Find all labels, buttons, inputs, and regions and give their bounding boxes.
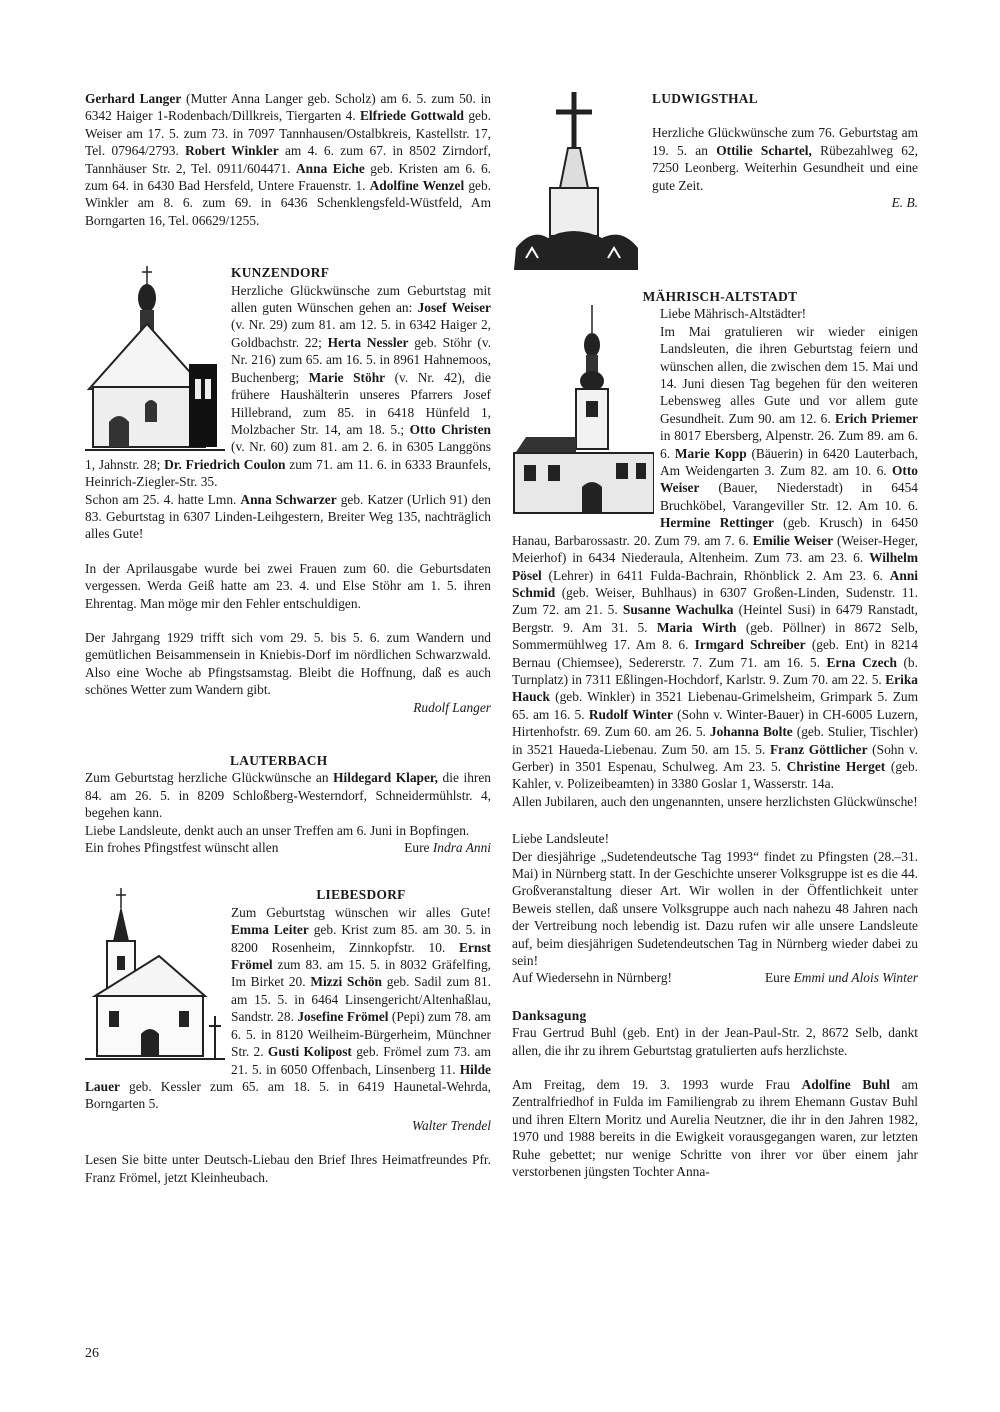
name: Adolfine Buhl — [801, 1077, 890, 1093]
name: Wilhelm Pösel — [512, 550, 918, 583]
sudetentag-farewell-row: Auf Wiedersehn in Nürnberg! Eure Emmi und Alois Winter — [512, 970, 918, 986]
name: Maria Wirth — [656, 619, 737, 635]
ludwigsthal-section — [652, 90, 918, 211]
name: Otto Christen — [409, 421, 491, 437]
lauterbach-treffen: Liebe Landsleute, denkt auch an unser Treffen am 6. Juni in Bopfingen. — [85, 822, 470, 838]
ludwigsthal-heading: LUDWIGSTHAL — [652, 91, 758, 106]
sudetentag-signature: Emmi und Alois Winter — [793, 970, 918, 986]
altstadt-birthdays: Im Mai gratulieren wir wieder einigen Landsleuten, die ihren Geburtstag feiern und wünschen allen, die zwischen dem 15. Mai und 14. Juni diesen Tag begehen für den weiteren Lebensweg alles Gute und vor allem gute Gesundheit. Zum 90. am 12. 6. Erich Priemer in 8017 Ebersberg, Alpenstr. 26. Zum 89. am 6. 6. Marie Kopp (Bäuerin) in 6420 Lauterbach, Am Weidengarten 3. Zum 82. am 10. 6. Otto Weiser (Bauer, Niederstadt) in 6454 Bruchköbel, Varangeviller Str. 12. Am 10. 6. Hermine Rettinger (geb. Krusch) in 6450 Hanau, Barbarossastr. 20. Zum 79. am 7. 6. Emilie Weiser (Weiser-Heger, Meierhof) in 6434 Niederaula, Altenheim. Zum 73. am 23. 6. Wilhelm Pösel (Lehrer) in 6411 Fulda-Bachrain, Rhönblick 2. Am 23. 6. Anni Schmid (geb. Weiser, Buhlhaus) in 6307 Großen-Linden, Sudenstr. 11. Zum 72. am 21. 5. Susanne Wachulka (Heintel Susi) in 6479 Ranstadt, Bergstr. 9. Am 31. 5. Maria Wirth (geb. Pöllner) in 8672 Selb, Sommermühlweg 17. Am 8. 6. Irmgard Schreiber (geb. Ent) in 8214 Bernau (Chiemsee), Sedererstr. 7. Zum 71. am 16. 5. Erna Czech (b. Turnplatz) in 7311 Eßlingen-Hochdorf, Karlstr. 9. Zum 70. am 22. 5. Erika Hauck (geb. Winkler) in 3521 Liebenau-Grimelsheim, Grimpark 5. Zum 65. am 16. 5. Rudolf Winter (Sohn v. Winter-Bauer) in CH-6005 Luzern, Hirtenhofstr. 69. Zum 60. am 26. 5. Johanna Bolte (geb. Stulier, Tischler) in 3521 Haueda-Liebenau. Zum 50. am 15. 5. Franz Göttlicher (Sohn v. Gerber) in 3501 Espenau, Schulweg. Am 23. 5. Christine Herget (geb. Kahler, v. Polizeibeamten) in 3380 Goslar 1, Wasserstr. 14a. — [512, 323, 919, 792]
kunzendorf-heading: KUNZENDORF — [231, 265, 330, 281]
name: Franz Göttlicher — [769, 741, 868, 757]
left-column — [85, 90, 491, 1186]
name: Emma Leiter — [231, 922, 309, 938]
name: Anna Schwarzer — [240, 491, 337, 507]
danksagung-obituary: Am Freitag, dem 19. 3. 1993 wurde Frau Adolfine Buhl am Zentralfriedhof in Fulda im Familiengrab zu ihrem Ehemann Gustav Buhl und ihren Eltern Moritz und Aurelia Neutzner, die ihr in den Jahren 1982, 1970 und 1988 bereits in die Ewigkeit vorausgegangen waren, zur letzten Ruhe gebettet; nur wenige Schritte von ihrer vor über einem jahr verstorbenen jüngsten Tochter Anna- — [512, 1077, 918, 1180]
name: Erna Czech — [826, 654, 897, 670]
name: Robert Winkler — [185, 143, 279, 159]
altstadt-section — [512, 288, 918, 810]
name: Hilde Lauer — [85, 1061, 491, 1094]
kunzendorf-jahrgang: Der Jahrgang 1929 trifft sich vom 29. 5. bis 5. 6. zum Wandern und gemütlichen Beisammensein in Kniebis-Dorf im nördlichen Schwarzwald. Also eine Woche ab Pfingstsamstag. Bleibt die Hoffnung, daß es auch schönes Wetter zum Wandern gibt. — [85, 629, 491, 698]
name: Hermine Rettinger — [660, 515, 774, 531]
name: Rudolf Winter — [588, 706, 673, 722]
page-number: 26 — [85, 1346, 99, 1361]
name: Erika Hauck — [512, 671, 918, 705]
liebesdorf-church-illustration — [85, 886, 225, 1062]
ludwigsthal-birthday: Herzliche Glückwünsche zum 76. Geburtstag am 19. 5. an Ottilie Schartel, Rübezahlweg 62, 7250 Leonberg. Weiterhin Gesundheit und eine gute Zeit. — [652, 125, 919, 193]
name: Gusti Kolipost — [267, 1044, 352, 1060]
name: Hildegard Klaper, — [333, 770, 438, 786]
sudetentag-body: Der diesjährige „Sudetendeutsche Tag 1993“ findet zu Pfingsten (28.–31. Mai) in Nürnberg statt. In der Geschichte unserer Volksgruppe ist es die 44. Großveranstaltung dieser Art. Wir wollen in der Öffentlichkeit unter Beweis stellen, daß unsere Volksgruppe auch nach nahezu 48 Jahren nach der Vertreibung noch lebendig ist. Dazu rufen wir alle unsere Landsleute auf, beim diesjährigen Sudetendeutschen Tag in Nürnberg wieder dabei zu sein! — [512, 848, 918, 969]
ludwigsthal-wayside-cross-illustration — [512, 88, 640, 270]
liebesdorf-heading: LIEBESDORF — [316, 887, 406, 903]
danksagung-thanks: Frau Gertrud Buhl (geb. Ent) in der Jean-Paul-Str. 2, 8672 Selb, dankt allen, die ihr zu ihrem Geburtstag gratulierten aufs herzlichste. — [512, 1025, 918, 1058]
name: Dr. Friedrich Coulon — [164, 456, 286, 472]
name: Marie Stöhr — [308, 369, 386, 385]
name: Gerhard Langer — [85, 91, 182, 106]
altstadt-greeting: Liebe Mährisch-Altstädter! — [660, 306, 807, 322]
name: Adolfine Wenzel — [369, 178, 465, 194]
kunzendorf-signature: Rudolf Langer — [413, 699, 491, 715]
lauterbach-section — [85, 752, 491, 856]
danksagung-heading: Danksagung — [512, 1007, 587, 1023]
name: Mizzi Schön — [310, 974, 383, 990]
lauterbach-heading: LAUTERBACH — [230, 753, 328, 768]
liebesdorf-note: Lesen Sie bitte unter Deutsch-Liebau den Brief Ihres Heimatfreundes Pfr. Franz Frömel, jetzt Kleinheubach. — [85, 1152, 491, 1185]
kunzendorf-section — [85, 264, 491, 716]
sudetentag-greeting: Liebe Landsleute! — [512, 831, 610, 847]
name: Herta Nessler — [327, 334, 409, 350]
name: Otto Weiser — [660, 463, 918, 496]
name: Susanne Wachulka — [622, 602, 734, 618]
name: Marie Kopp — [674, 445, 747, 461]
lauterbach-greeting-row: Ein frohes Pfingstfest wünscht allen Eure Indra Anni — [85, 840, 491, 856]
right-column — [512, 288, 918, 1181]
langer-birthdays: Gerhard Langer (Mutter Anna Langer geb. Scholz) am 6. 5. zum 50. in 6342 Haiger 1-Rodenbach/Dillkreis, Tiergarten 4. Elfriede Gottwald geb. Weiser am 17. 5. zum 73. in 7097 Tannhausen/Ostalbkreis, Kastellstr. 17, Tel. 07964/2793. Robert Winkler am 4. 6. zum 67. in 8502 Zirndorf, Tannhäuser Str. 2, Tel. 0911/604471. Anna Eiche geb. Kristen am 6. 6. zum 64. in 6430 Bad Hersfeld, Untere Frauenstr. 1. Adolfine Wenzel geb. Winkler am 8. 6. zum 69. in 6436 Schenklengsfeld-Wüstfeld, Am Borngarten 16, Tel. 06629/1255. — [85, 91, 492, 228]
sudetentag-section — [512, 830, 918, 987]
kunzendorf-correction: In der Aprilausgabe wurde bei zwei Frauen zum 60. die Geburtsdaten vergessen. Werda Geiß hatte am 23. 4. und Else Stöhr am 1. 5. ihren Ehrentag. Man möge mir den Fehler entschuldigen. — [85, 560, 491, 611]
kunzendorf-church-illustration — [85, 264, 225, 454]
name: Emilie Weiser — [752, 532, 834, 548]
name: Ernst Frömel — [231, 939, 491, 973]
name: Ottilie Schartel, — [716, 142, 812, 158]
lauterbach-signature: Indra Anni — [432, 840, 491, 856]
name: Elfriede Gottwald — [360, 108, 464, 124]
liebesdorf-section — [85, 886, 491, 1186]
name: Anni Schmid — [512, 567, 918, 600]
name: Johanna Bolte — [709, 724, 793, 740]
name: Christine Herget — [786, 758, 886, 774]
name: Anna Eiche — [296, 160, 365, 176]
kunzendorf-schwarzer: Schon am 25. 4. hatte Lmn. Anna Schwarzer geb. Katzer (Urlich 91) den 83. Geburtstag in 6307 Linden-Leihgestern, Breiter Weg 135, nachträglich alles Gute! — [85, 491, 491, 542]
name: Irmgard Schreiber — [694, 637, 806, 653]
kunzendorf-birthdays: Herzliche Glückwünsche zum Geburtstag mit allen guten Wünschen gehen an: Josef Weiser (v. Nr. 29) zum 81. am 12. 5. in 6342 Haiger 2, Goldbachstr. 22; Herta Nessler geb. Stöhr (v. Nr. 216) zum 65. am 16. 5. in 8961 Hahnemoos, Buchenberg; Marie Stöhr (v. Nr. 42), die frühere Haushälterin unseres Pfarrers Josef Hillebrand, zum 85. in 6418 Hünfeld 1, Molzbacher Str. 14, am 18. 5.; Otto Christen (v. Nr. 60) zum 81. am 2. 6. in 6305 Langgöns 1, Jahnstr. 28; Dr. Friedrich Coulon zum 71. am 11. 6. in 6333 Braunfels, Heinrich-Ziegler-Str. 35. — [85, 282, 492, 490]
danksagung-section — [512, 1007, 918, 1181]
altstadt-heading: MÄHRISCH-ALTSTADT — [642, 289, 798, 304]
name: Josefine Frömel — [297, 1009, 389, 1025]
name: Josef Weiser — [417, 300, 491, 316]
lauterbach-birthdays: Zum Geburtstag herzliche Glückwünsche an Hildegard Klaper, die ihren 84. am 26. 5. in 8209 Schloßberg-Westerndorf, Schneidermühlstr. 4, begehen kann. — [85, 770, 491, 821]
altstadt-closing: Allen Jubilaren, auch den ungenannten, unsere herzlichsten Glückwünsche! — [512, 793, 918, 809]
liebesdorf-signature: Walter Trendel — [412, 1117, 491, 1133]
liebesdorf-birthdays: Zum Geburtstag wünschen wir alles Gute! Emma Leiter geb. Krist zum 85. am 30. 5. in 8200 Rosenheim, Zinnkopfstr. 10. Ernst Frömel zum 83. am 15. 5. in 8032 Gräfelfing, Im Birket 20. Mizzi Schön geb. Sadil zum 81. am 15. 5. in 6464 Linsengericht/Altenhaßlau, Sandstr. 28. Josefine Frömel (Pepi) zum 78. am 6. 5. in 8120 Weilheim-Bürgerheim, Münchner Str. 2. Gusti Kolipost geb. Frömel zum 73. am 21. 5. in 6050 Offenbach, Linsenberg 11. Hilde Lauer geb. Kessler zum 65. am 18. 5. in 6419 Haunetal-Wehrda, Borngarten 5. — [85, 904, 492, 1112]
name: Erich Priemer — [834, 410, 918, 426]
ludwigsthal-signature: E. B. — [891, 195, 918, 211]
altstadt-church-illustration — [512, 305, 654, 515]
